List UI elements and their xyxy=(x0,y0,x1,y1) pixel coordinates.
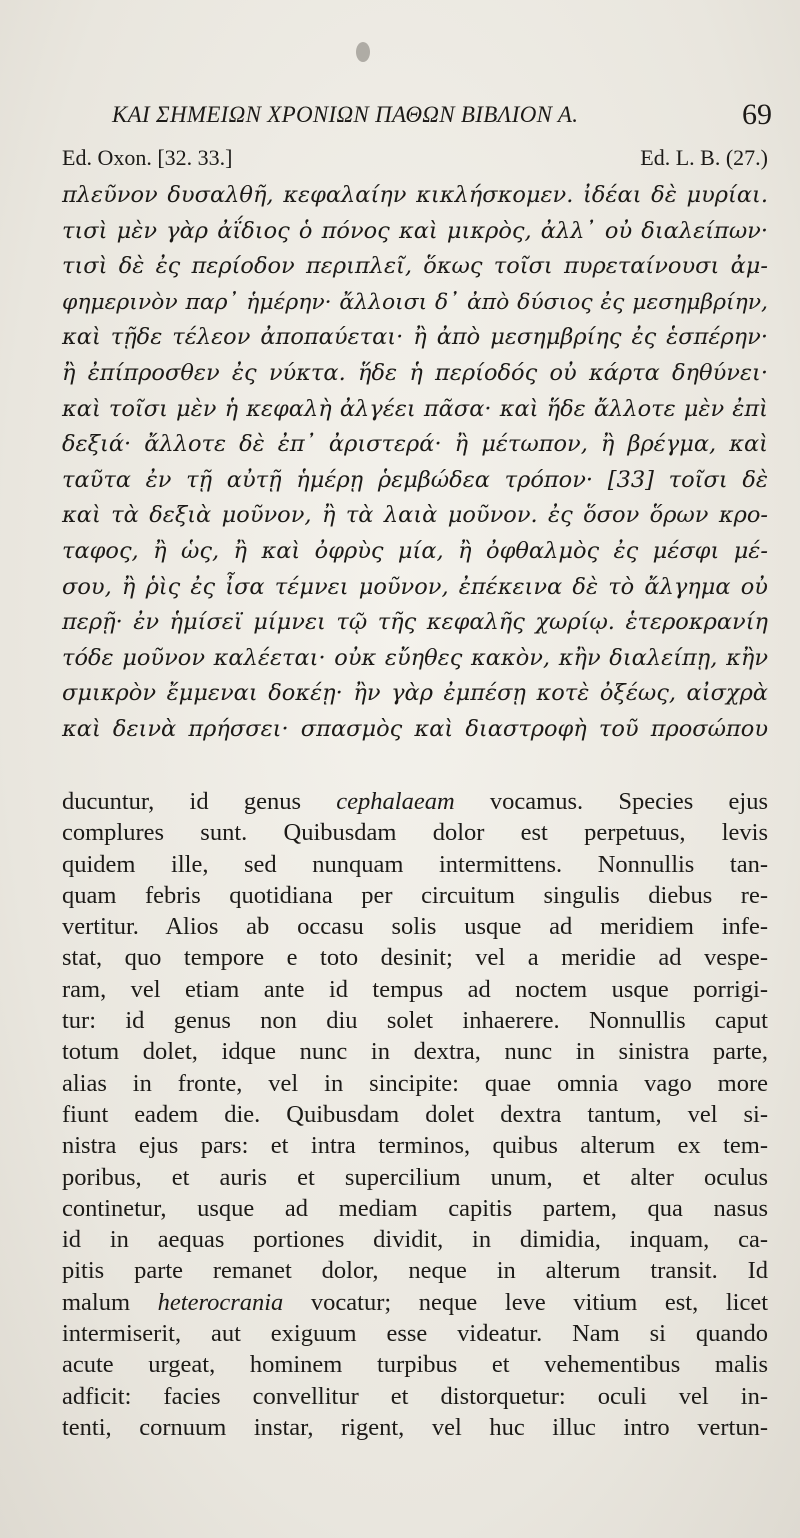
greek-line: τισὶ δὲ ἐς περίοδον περιπλεῖ, ὅκως τοῖσι πυρεταίνουσι ἀμ- xyxy=(62,253,768,280)
edition-lb-reference: Ed. L. B. (27.) xyxy=(640,145,768,170)
latin-text: ducuntur, id genus xyxy=(62,788,337,815)
latin-line xyxy=(62,942,768,973)
latin-text: nistra ejus pars: et intra terminos, quibus alterum ex tem- xyxy=(62,1132,768,1160)
latin-text: vertitur. Alios ab occasu solis usque ad meridiem infe- xyxy=(62,913,768,941)
latin-line xyxy=(62,1036,768,1067)
latin-text: tur: id genus non diu solet inhaerere. Nonnullis caput xyxy=(62,1007,768,1035)
running-head xyxy=(112,98,772,138)
latin-text: vocamus. Species ejus xyxy=(454,788,768,815)
greek-text-block xyxy=(62,178,768,748)
latin-text: poribus, et auris et supercilium unum, et alter oculus xyxy=(62,1163,768,1191)
latin-text: totum dolet, idque nunc in dextra, nunc in sinistra parte, xyxy=(62,1038,768,1066)
latin-text: id in aequas portiones dividit, in dimidia, inquam, ca- xyxy=(62,1226,768,1254)
greek-line: καὶ τοῖσι μὲν ἡ κεφαλὴ ἀλγέει πᾶσα· καὶ ἥδε ἄλλοτε μὲν ἐπὶ xyxy=(62,395,768,422)
latin-text: vocatur; neque leve vitium est, licet xyxy=(283,1288,769,1316)
latin-text: alias in fronte, vel in sincipite: quae omnia vago more xyxy=(62,1069,768,1097)
latin-text: quam febris quotidiana per circuitum singulis diebus re- xyxy=(62,881,768,909)
latin-line xyxy=(62,1287,768,1318)
latin-line xyxy=(62,1162,768,1193)
latin-text: fiunt eadem die. Quibusdam dolet dextra tantum, vel si- xyxy=(62,1100,768,1128)
latin-line xyxy=(62,1099,768,1130)
latin-text: ram, vel etiam ante id tempus ad noctem usque porrigi- xyxy=(62,975,768,1003)
latin-line xyxy=(62,817,768,848)
latin-line xyxy=(62,911,768,942)
latin-line xyxy=(62,1381,768,1412)
italic-term: heterocrania xyxy=(157,1288,284,1316)
running-head-title: ΚΑΙ ΣΗΜΕΙΩΝ ΧΡΟΝΙΩΝ ΠΑΘΩΝ ΒΙΒΛΙΟΝ Α. xyxy=(112,102,579,127)
latin-text: stat, quo tempore e toto desinit; vel a meridie ad vespe- xyxy=(62,944,768,972)
latin-text: intermiserit, aut exiguum esse videatur. Nam si quando xyxy=(62,1320,768,1348)
latin-text: continetur, usque ad mediam capitis partem, qua nasus xyxy=(62,1194,768,1222)
latin-line xyxy=(62,880,768,911)
latin-line xyxy=(62,1349,768,1380)
ink-smudge xyxy=(356,42,370,62)
greek-line: περῇ· ἐν ἡμίσεϊ μίμνει τῷ τῆς κεφαλῆς χωρίῳ. ἑτεροκρανίη xyxy=(62,609,768,636)
latin-text: complures sunt. Quibusdam dolor est perpetuus, levis xyxy=(62,819,768,847)
latin-line xyxy=(62,786,768,817)
latin-text: acute urgeat, hominem turpibus et vehementibus malis xyxy=(62,1351,768,1379)
edition-oxon-reference: Ed. Oxon. [32. 33.] xyxy=(62,145,233,170)
edition-reference-line xyxy=(62,145,768,175)
latin-line xyxy=(62,1224,768,1255)
latin-text: malum xyxy=(62,1288,158,1316)
latin-text: pitis parte remanet dolor, neque in alterum transit. Id xyxy=(62,1257,768,1285)
greek-line: τόδε μοῦνον καλέεται· οὐκ εὔηθες κακὸν, κἢν διαλείπῃ, κἢν xyxy=(62,644,768,671)
greek-line: φημερινὸν παρ᾽ ἡμέρην· ἄλλοισι δ᾽ ἀπὸ δύσιος ἐς μεσημβρίην, xyxy=(62,289,768,315)
greek-line: τισὶ μὲν γὰρ ἀΐδιος ὁ πόνος καὶ μικρὸς, ἀλλ᾽ οὐ διαλείπων· xyxy=(62,217,768,244)
latin-text: quidem ille, sed nunquam intermittens. Nonnullis tan- xyxy=(62,850,768,878)
latin-line xyxy=(62,1193,768,1224)
latin-line xyxy=(62,1255,768,1286)
latin-translation-block xyxy=(62,786,768,1443)
greek-line: καὶ τῇδε τέλεον ἀποπαύεται· ἢ ἀπὸ μεσημβρίης ἐς ἑσπέρην· xyxy=(62,324,768,351)
greek-line: δεξιά· ἄλλοτε δὲ ἐπ᾽ ἀριστερά· ἢ μέτωπον, ἢ βρέγμα, καὶ xyxy=(62,431,768,458)
italic-term: cephalaeam xyxy=(336,788,455,815)
greek-line: ταῦτα ἐν τῇ αὐτῇ ἡμέρῃ ῥεμβώδεα τρόπον· [33] τοῖσι δὲ xyxy=(62,466,768,493)
greek-line: πλεῦνον δυσαλθῆ, κεφαλαίην κικλήσκομεν. ἰδέαι δὲ μυρίαι. xyxy=(62,182,768,208)
greek-line: σμικρὸν ἔμμεναι δοκέῃ· ἢν γὰρ ἐμπέσῃ κοτὲ ὀξέως, αἰσχρὰ xyxy=(62,680,768,707)
page-number: 69 xyxy=(742,98,772,131)
latin-line xyxy=(62,1068,768,1099)
greek-line: ἢ ἐπίπροσθεν ἐς νύκτα. ἥδε ἡ περίοδός οὐ κάρτα δηθύνει· xyxy=(62,359,768,386)
latin-text: tenti, cornuum instar, rigent, vel huc illuc intro vertun- xyxy=(62,1413,768,1441)
latin-line xyxy=(62,849,768,880)
greek-line: ταφος, ἢ ὡς, ἢ καὶ ὀφρὺς μία, ἢ ὀφθαλμὸς ἐς μέσφι μέ- xyxy=(62,537,768,564)
latin-line xyxy=(62,1130,768,1161)
latin-line xyxy=(62,1005,768,1036)
latin-line xyxy=(62,974,768,1005)
greek-line: σου, ἢ ῥὶς ἐς ἶσα τέμνει μοῦνον, ἐπέκεινα δὲ τὸ ἄλγημα οὐ xyxy=(62,573,768,600)
latin-line xyxy=(62,1412,768,1443)
greek-line: καὶ δεινὰ πρήσσει· σπασμὸς καὶ διαστροφὴ τοῦ προσώπου xyxy=(62,715,768,742)
latin-text: adficit: facies convellitur et distorquetur: oculi vel in- xyxy=(62,1382,768,1410)
greek-line: καὶ τὰ δεξιὰ μοῦνον, ἢ τὰ λαιὰ μοῦνον. ἐς ὅσον ὅρων κρο- xyxy=(62,502,768,529)
latin-line xyxy=(62,1318,768,1349)
